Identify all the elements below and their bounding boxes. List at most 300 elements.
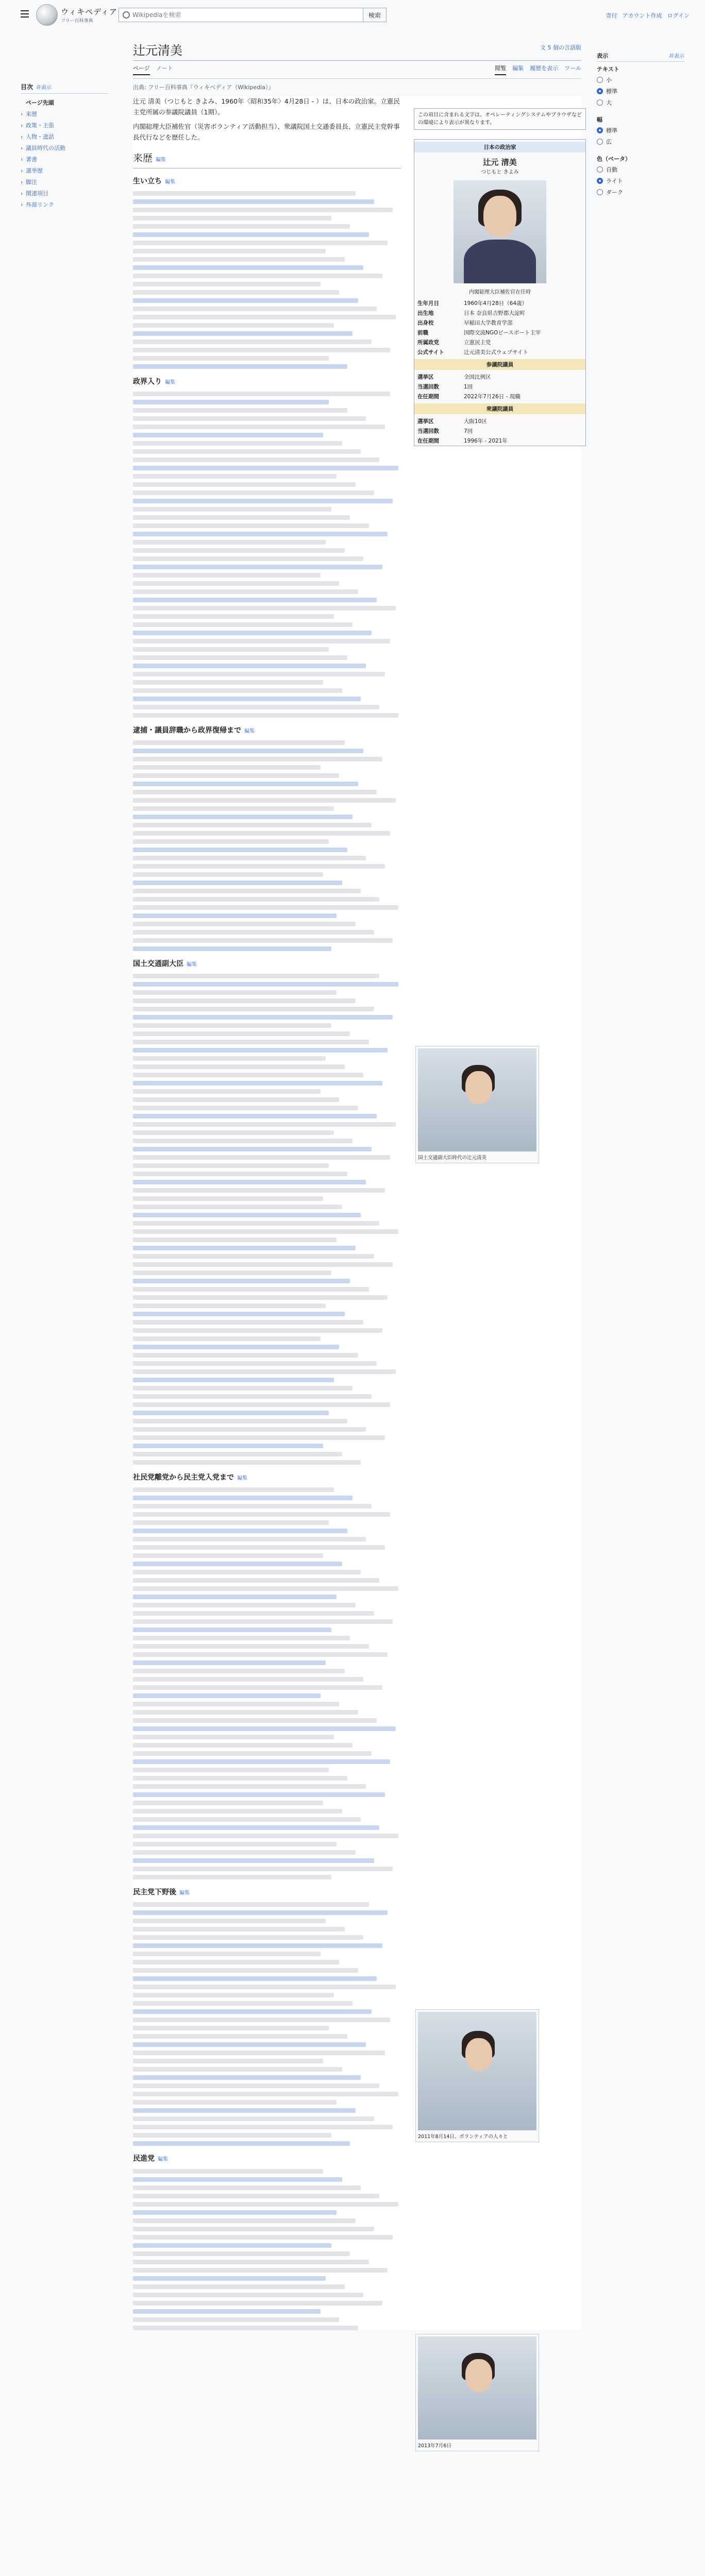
text-line xyxy=(133,839,329,844)
text-line xyxy=(133,880,342,885)
text-line xyxy=(133,1817,361,1822)
search-input[interactable] xyxy=(119,8,363,22)
text-line xyxy=(133,1097,339,1102)
toc-title: 目次 xyxy=(21,83,33,91)
text-line xyxy=(133,2026,329,2030)
tab-talk[interactable]: ノート xyxy=(156,65,173,72)
text-line xyxy=(133,2059,323,2063)
text-line xyxy=(133,1452,342,1456)
text-line xyxy=(133,905,398,910)
edit-section-link[interactable]: 編集 xyxy=(158,2157,168,2163)
text-line xyxy=(133,1369,396,1374)
text-line xyxy=(133,2235,393,2240)
infobox-row: 選挙区 大阪10区 xyxy=(417,418,487,425)
text-line xyxy=(133,1262,393,1267)
text-line xyxy=(133,216,331,221)
text-line xyxy=(133,1130,334,1135)
text-line xyxy=(133,1015,393,1020)
text-line xyxy=(133,974,379,978)
text-line xyxy=(133,1867,393,1871)
text-line xyxy=(133,2001,352,2006)
text-line xyxy=(133,1834,398,1838)
text-line xyxy=(133,1040,369,1044)
text-line xyxy=(133,2042,366,2047)
infobox-band-representative: 衆議院議員 xyxy=(414,403,585,414)
text-line xyxy=(133,1759,390,1764)
tab-tools[interactable]: ツール xyxy=(564,65,581,72)
text-line xyxy=(133,356,329,361)
text-line xyxy=(133,913,337,918)
text-line xyxy=(133,315,396,319)
text-line xyxy=(133,2169,323,2174)
text-line xyxy=(133,1776,347,1781)
text-line xyxy=(133,2227,374,2231)
text-line xyxy=(133,2301,382,2306)
text-line xyxy=(133,1919,326,1923)
edit-section-link[interactable]: 編集 xyxy=(156,157,166,163)
text-line xyxy=(133,1801,323,1805)
section-heading: 来歴 編集 xyxy=(133,150,401,168)
infobox-row: 所属政党 立憲民主党 xyxy=(417,340,491,346)
text-line xyxy=(133,1902,369,1907)
toc-item[interactable]: › 議員時代の活動 xyxy=(21,145,65,151)
language-button[interactable]: 文 5 個の言語版 xyxy=(540,44,581,51)
search-button[interactable]: 検索 xyxy=(363,8,387,22)
text-line xyxy=(133,307,377,311)
text-line xyxy=(133,647,329,652)
article-image-2[interactable] xyxy=(415,2009,539,2142)
appearance-panel xyxy=(597,52,684,205)
text-line xyxy=(133,1504,372,1509)
radio-icon xyxy=(597,77,603,83)
text-line xyxy=(133,1435,385,1440)
text-line xyxy=(133,1985,396,1989)
text-line xyxy=(133,364,347,369)
infobox-row: 在任期間 1996年 - 2021年 xyxy=(417,438,508,444)
text-line xyxy=(133,1180,366,1184)
text-line xyxy=(133,474,337,479)
page-tabs xyxy=(133,61,581,79)
text-line xyxy=(133,449,361,454)
text-line xyxy=(133,1842,337,1846)
text-line xyxy=(133,556,363,561)
text-line xyxy=(133,2284,345,2289)
text-line xyxy=(133,2067,342,2072)
text-line xyxy=(133,457,379,462)
text-line xyxy=(133,2083,379,2088)
section-heading: 社民党離党から民主党入党まで 編集 xyxy=(133,1473,247,1482)
text-line xyxy=(133,1081,382,1086)
text-line xyxy=(133,1427,366,1432)
article-image-1[interactable] xyxy=(415,1046,539,1163)
text-line xyxy=(133,290,339,295)
tab-edit[interactable]: 編集 xyxy=(512,65,524,72)
text-line xyxy=(133,806,334,811)
text-line xyxy=(133,589,358,594)
infobox-row: 当選回数 1回 xyxy=(417,384,473,390)
main-content xyxy=(133,40,581,2334)
text-line xyxy=(133,408,347,413)
text-line xyxy=(133,1031,350,1036)
text-line xyxy=(133,1520,329,1525)
text-line xyxy=(133,930,374,935)
chevron-right-icon: › xyxy=(21,190,23,197)
text-line xyxy=(133,1114,377,1118)
chevron-right-icon: › xyxy=(21,179,23,185)
text-line xyxy=(133,2210,337,2215)
text-line xyxy=(133,697,361,701)
text-line xyxy=(133,490,374,495)
section-heading: 政界入り 編集 xyxy=(133,377,175,386)
infobox-name: 辻元 清美 xyxy=(483,158,517,167)
radio-selected-icon xyxy=(597,178,603,184)
text-line xyxy=(133,938,393,943)
infobox-row: 公式サイト 辻元清美公式ウェブサイト xyxy=(417,349,528,355)
text-line xyxy=(133,1089,321,1094)
text-line xyxy=(133,1007,374,1011)
text-line xyxy=(133,705,379,709)
text-line xyxy=(133,1073,363,1077)
search-icon xyxy=(123,11,130,19)
text-line xyxy=(133,1064,345,1069)
toc-item[interactable]: › 脚注 xyxy=(21,179,37,185)
text-line xyxy=(133,606,396,611)
text-line xyxy=(133,1710,358,1715)
text-line xyxy=(133,507,331,512)
article-source-note: 出典: フリー百科事典『ウィキペディア（Wikipedia）』 xyxy=(133,84,274,91)
edit-section-link[interactable]: 編集 xyxy=(165,379,175,385)
section-heading: 民進党 編集 xyxy=(133,2155,168,2163)
text-line xyxy=(133,298,358,303)
text-line xyxy=(133,757,382,761)
text-line xyxy=(133,1023,331,1028)
text-line xyxy=(133,1246,356,1250)
text-line xyxy=(133,1529,347,1533)
text-line xyxy=(133,664,366,668)
text-line xyxy=(133,1487,334,1492)
infobox-band-councillor: 参議院議員 xyxy=(414,359,585,370)
radio-selected-icon xyxy=(597,88,603,94)
text-line xyxy=(133,540,326,545)
text-line xyxy=(133,1213,361,1217)
text-line xyxy=(133,622,352,627)
text-line xyxy=(133,982,398,987)
text-line xyxy=(133,1960,339,1964)
text-line xyxy=(133,400,329,404)
text-line xyxy=(133,1287,369,1292)
text-line xyxy=(133,1279,350,1283)
text-line xyxy=(133,872,323,877)
text-line xyxy=(133,433,323,437)
text-line xyxy=(133,1943,382,1948)
text-line xyxy=(133,1586,398,1591)
chevron-right-icon: › xyxy=(21,145,23,151)
text-line xyxy=(133,655,347,660)
text-line xyxy=(133,1545,385,1550)
text-line xyxy=(133,1328,382,1333)
toc-item[interactable]: ページ先頭 xyxy=(26,99,54,106)
text-line xyxy=(133,249,326,253)
login-link[interactable]: ログイン xyxy=(667,12,690,19)
text-line xyxy=(133,631,372,635)
text-line xyxy=(133,848,347,852)
text-line xyxy=(133,1270,331,1275)
text-line xyxy=(133,282,321,286)
text-line xyxy=(133,922,356,926)
text-line xyxy=(133,392,390,396)
logo-title: ウィキペディア xyxy=(61,7,118,16)
text-line xyxy=(133,2309,321,2314)
text-size-large[interactable]: 大 xyxy=(597,97,684,108)
toc-item[interactable]: › 関連項目 xyxy=(21,190,48,197)
section-heading: 国土交通副大臣 編集 xyxy=(133,960,197,969)
text-line xyxy=(133,1188,385,1193)
text-line xyxy=(133,2185,361,2190)
infobox-row: 当選回数 7回 xyxy=(417,428,473,434)
edit-section-link[interactable]: 編集 xyxy=(165,179,175,185)
infobox-row: 選挙区 全国比例区 xyxy=(417,374,491,380)
text-line xyxy=(133,2194,379,2198)
text-line xyxy=(133,548,345,553)
edit-section-link[interactable]: 編集 xyxy=(237,1476,247,1482)
article-image-3[interactable] xyxy=(415,2334,539,2451)
toc-list xyxy=(21,97,108,210)
width-wide[interactable]: 広 xyxy=(597,136,684,147)
text-line xyxy=(133,2177,342,2182)
radio-icon xyxy=(597,99,603,106)
text-line xyxy=(133,2018,390,2022)
text-line xyxy=(133,688,342,693)
toc-item[interactable]: › 選挙歴 xyxy=(21,167,43,174)
edit-section-link[interactable]: 編集 xyxy=(244,728,255,735)
intro-paragraph-2: 内閣総理大臣補佐官（災害ボランティア活動担当）、衆議院国土交通委員長、立憲民主党幹事長代行などを歴任した。 xyxy=(133,123,400,141)
text-line xyxy=(133,831,390,836)
font-notice: この項目に含まれる文字は、オペレーティングシステムやブラウザなどの環境により表示が異なります。 xyxy=(414,108,586,130)
text-line xyxy=(133,672,385,676)
create-account-link[interactable]: アカウント作成 xyxy=(622,12,662,19)
text-line xyxy=(133,1221,379,1226)
text-line xyxy=(133,482,356,487)
width-label: 幅 xyxy=(597,116,602,123)
text-line xyxy=(133,257,345,262)
text-line xyxy=(133,1952,321,1956)
text-size-standard[interactable]: 標準 xyxy=(597,86,684,97)
site-header xyxy=(0,0,705,31)
text-line xyxy=(133,1825,379,1830)
edit-section-link[interactable]: 編集 xyxy=(179,1890,190,1896)
text-line xyxy=(133,1419,347,1423)
infobox-row: 出身校 早稲田大学教育学部 xyxy=(417,320,513,326)
text-line xyxy=(133,1496,352,1500)
text-line xyxy=(133,1910,388,1915)
text-line xyxy=(133,1693,321,1698)
text-line xyxy=(133,1056,326,1061)
toc-hide-button[interactable]: 非表示 xyxy=(36,85,52,91)
text-line xyxy=(133,1139,352,1143)
text-line xyxy=(133,1685,382,1690)
text-line xyxy=(133,2100,337,2105)
text-line xyxy=(133,425,385,429)
color-light[interactable]: ライト xyxy=(597,175,684,187)
text-line xyxy=(133,1147,372,1151)
text-line xyxy=(133,1968,358,1973)
text-line xyxy=(133,2251,350,2256)
color-dark[interactable]: ダーク xyxy=(597,187,684,198)
text-line xyxy=(133,2141,350,2146)
text-line xyxy=(133,2092,398,2096)
text-line xyxy=(133,1603,356,1607)
text-line xyxy=(133,2133,331,2138)
text-line xyxy=(133,274,382,278)
text-line xyxy=(133,581,339,586)
text-line xyxy=(133,1196,323,1201)
color-auto[interactable]: 自動 xyxy=(597,164,684,175)
text-line xyxy=(133,191,356,196)
infobox-header-band: 日本の政治家 xyxy=(414,142,585,152)
text-line xyxy=(133,614,334,619)
text-line xyxy=(133,232,369,237)
text-line xyxy=(133,1402,390,1407)
text-line xyxy=(133,1578,379,1583)
radio-icon xyxy=(597,166,603,173)
text-size-small[interactable]: 小 xyxy=(597,74,684,86)
chevron-right-icon: › xyxy=(21,167,23,174)
portrait-photo[interactable] xyxy=(454,180,546,283)
text-line xyxy=(133,1570,361,1574)
text-line xyxy=(133,2218,356,2223)
text-line xyxy=(133,790,377,794)
text-line xyxy=(133,1669,345,1673)
text-line xyxy=(133,2125,393,2129)
infobox-row: 前職 国際交流NGOピースボート主宰 xyxy=(417,330,541,336)
donate-link[interactable]: 寄付 xyxy=(606,12,617,19)
text-line xyxy=(133,2260,369,2264)
personal-tools xyxy=(606,11,690,20)
text-line xyxy=(133,199,374,204)
text-line xyxy=(133,1295,388,1300)
text-line xyxy=(133,1993,334,1997)
tab-read[interactable]: 閲覧 xyxy=(495,64,506,75)
toc-item[interactable]: › 著書 xyxy=(21,156,37,163)
chevron-right-icon: › xyxy=(21,156,23,163)
text-size-label: テキスト xyxy=(597,66,619,73)
article-image-3-caption: 2013年7月6日 xyxy=(418,2443,451,2449)
main-menu-icon[interactable] xyxy=(21,10,29,18)
text-line xyxy=(133,1628,331,1632)
edit-section-link[interactable]: 編集 xyxy=(187,962,197,968)
text-line xyxy=(133,1386,352,1391)
text-line xyxy=(133,241,388,245)
article-image-1-caption: 国土交通副大臣時代の辻元清美 xyxy=(418,1155,487,1161)
text-line xyxy=(133,1512,390,1517)
text-line xyxy=(133,2243,331,2248)
text-line xyxy=(133,1743,352,1748)
text-line xyxy=(133,2293,363,2297)
text-line xyxy=(133,499,393,503)
text-line xyxy=(133,323,334,328)
text-line xyxy=(133,466,398,470)
text-line xyxy=(133,1927,345,1931)
text-line xyxy=(133,331,352,336)
text-line xyxy=(133,2108,356,2113)
text-line xyxy=(133,773,339,778)
text-line xyxy=(133,2050,385,2055)
text-line xyxy=(133,1229,398,1234)
tab-history[interactable]: 履歴を表示 xyxy=(530,65,559,72)
text-line xyxy=(133,1636,350,1640)
text-line xyxy=(133,1155,390,1160)
text-line xyxy=(133,1792,385,1797)
text-line xyxy=(133,1254,374,1259)
text-line xyxy=(133,798,396,803)
infobox-row: 出生地 日本 奈良県吉野郡大淀町 xyxy=(417,310,525,316)
text-line xyxy=(133,1312,345,1316)
text-line xyxy=(133,2202,398,2207)
radio-icon xyxy=(597,189,603,195)
text-line xyxy=(133,749,363,753)
text-line xyxy=(133,1850,356,1855)
text-line xyxy=(133,782,358,786)
text-line xyxy=(133,441,342,446)
text-line xyxy=(133,1619,393,1624)
text-line xyxy=(133,1378,334,1382)
text-line xyxy=(133,1320,363,1325)
text-line xyxy=(133,639,390,643)
text-line xyxy=(133,1460,361,1465)
appearance-title: 表示 xyxy=(597,53,608,59)
text-line xyxy=(133,2317,339,2322)
text-line xyxy=(133,713,398,718)
width-standard[interactable]: 標準 xyxy=(597,125,684,136)
text-line xyxy=(133,340,372,344)
text-line xyxy=(133,1303,326,1308)
toc-item[interactable]: › 来歴 xyxy=(21,111,37,117)
text-line xyxy=(133,1726,396,1731)
text-line xyxy=(133,1172,347,1176)
text-line xyxy=(133,740,345,745)
radio-selected-icon xyxy=(597,127,603,133)
text-line xyxy=(133,2116,374,2121)
article-text-column xyxy=(133,96,401,2330)
text-line xyxy=(133,598,377,602)
wikipedia-logo[interactable] xyxy=(36,4,118,26)
text-line xyxy=(133,815,352,819)
text-line xyxy=(133,1595,337,1599)
tab-page[interactable]: ページ xyxy=(133,64,150,75)
text-line xyxy=(133,1677,363,1682)
text-line xyxy=(133,265,363,270)
section-heading: 逮捕・議員辞職から政界復帰まで 編集 xyxy=(133,726,255,735)
toc-item[interactable]: › 外部リンク xyxy=(21,201,54,208)
section-heading: 民主党下野後 編集 xyxy=(133,1888,190,1897)
text-line xyxy=(133,565,382,569)
toc-item[interactable]: › 政策・主張 xyxy=(21,122,54,129)
color-label: 色（ベータ） xyxy=(597,156,631,162)
text-line xyxy=(133,1336,321,1341)
text-line xyxy=(133,523,369,528)
appearance-hide-button[interactable]: 非表示 xyxy=(669,54,684,59)
text-line xyxy=(133,998,356,1003)
text-line xyxy=(133,1537,366,1541)
infobox-row: 生年月日 1960年4月28日（64歳） xyxy=(417,300,528,307)
toc-item[interactable]: › 人物・逸話 xyxy=(21,133,54,140)
text-line xyxy=(133,1411,329,1415)
chevron-right-icon: › xyxy=(21,201,23,208)
text-line xyxy=(133,1205,342,1209)
text-line xyxy=(133,1444,323,1448)
text-line xyxy=(133,1361,377,1366)
text-line xyxy=(133,1163,329,1168)
